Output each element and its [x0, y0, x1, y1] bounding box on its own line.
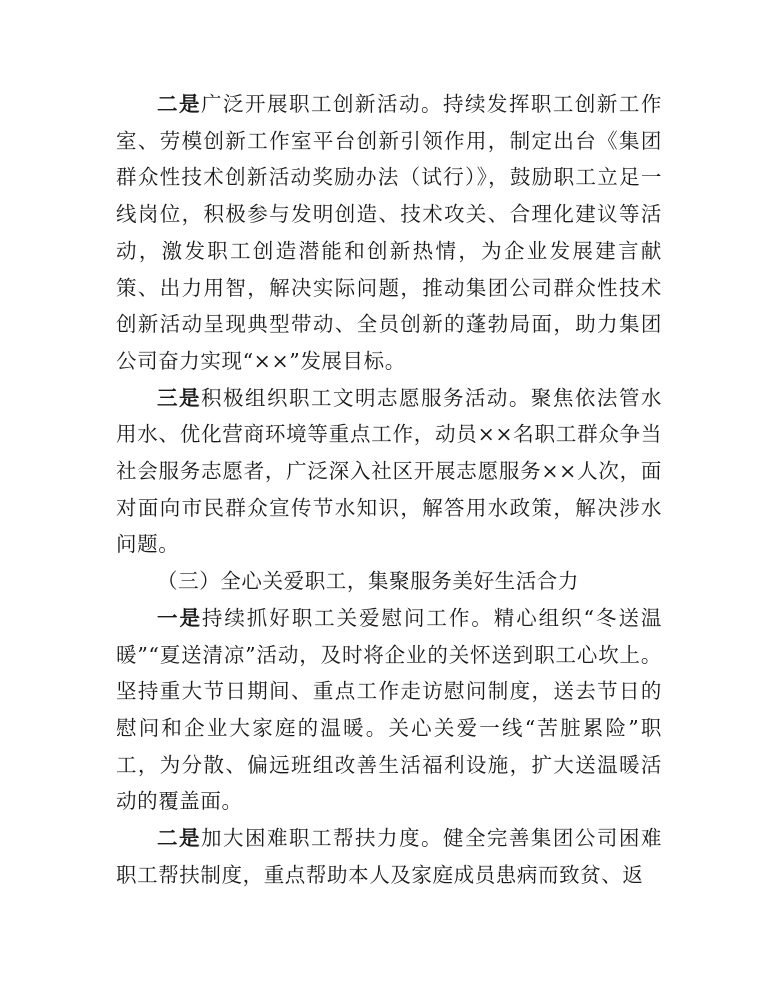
- paragraph-lead: 一是: [157, 605, 202, 630]
- paragraph-care: [116, 600, 662, 820]
- paragraph-assistance: [116, 820, 662, 893]
- section-heading: （三）全心关爱职工，集聚服务美好生活合力: [157, 569, 579, 594]
- paragraph-lead: 三是: [157, 385, 201, 410]
- paragraph-volunteer: [116, 380, 662, 564]
- paragraph-text: 积极组织职工文明志愿服务活动。聚焦依法管水用水、优化营商环境等重点工作，动员××名职工群众争当社会服务志愿者，广泛深入社区开展志愿服务××人次，面对面向市民群众宣传节水知识，解答用水政策，解决涉水问题。: [116, 385, 662, 557]
- paragraph-innovation: [116, 86, 662, 380]
- paragraph-text: 加大困难职工帮扶力度。健全完善集团公司困难职工帮扶制度，重点帮助本人及家庭成员患病而致贫、返: [116, 826, 662, 887]
- paragraph-text: 持续抓好职工关爱慰问工作。精心组织“冬送温暖”“夏送清凉”活动，及时将企业的关怀送到职工心坎上。坚持重大节日期间、重点工作走访慰问制度，送去节日的慰问和企业大家庭的温暖。关心关爱一线“苦脏累险”职工，为分散、偏远班组改善生活福利设施，扩大送温暖活动的覆盖面。: [116, 605, 662, 814]
- paragraph-text: 广泛开展职工创新活动。持续发挥职工创新工作室、劳模创新工作室平台创新引领作用，制定出台《集团群众性技术创新活动奖励办法（试行）》，鼓励职工立足一线岗位，积极参与发明创造、技术攻关、合理化建议等活动，激发职工创造潜能和创新热情，为企业发展建言献策、出力用智，解决实际问题，推动集团公司群众性技术创新活动呈现典型带动、全员创新的蓬勃局面，助力集团公司奋力实现“××”发展目标。: [116, 92, 662, 373]
- paragraph-lead: 二是: [157, 92, 201, 116]
- document-page: [116, 86, 662, 893]
- paragraph-lead: 二是: [157, 826, 201, 851]
